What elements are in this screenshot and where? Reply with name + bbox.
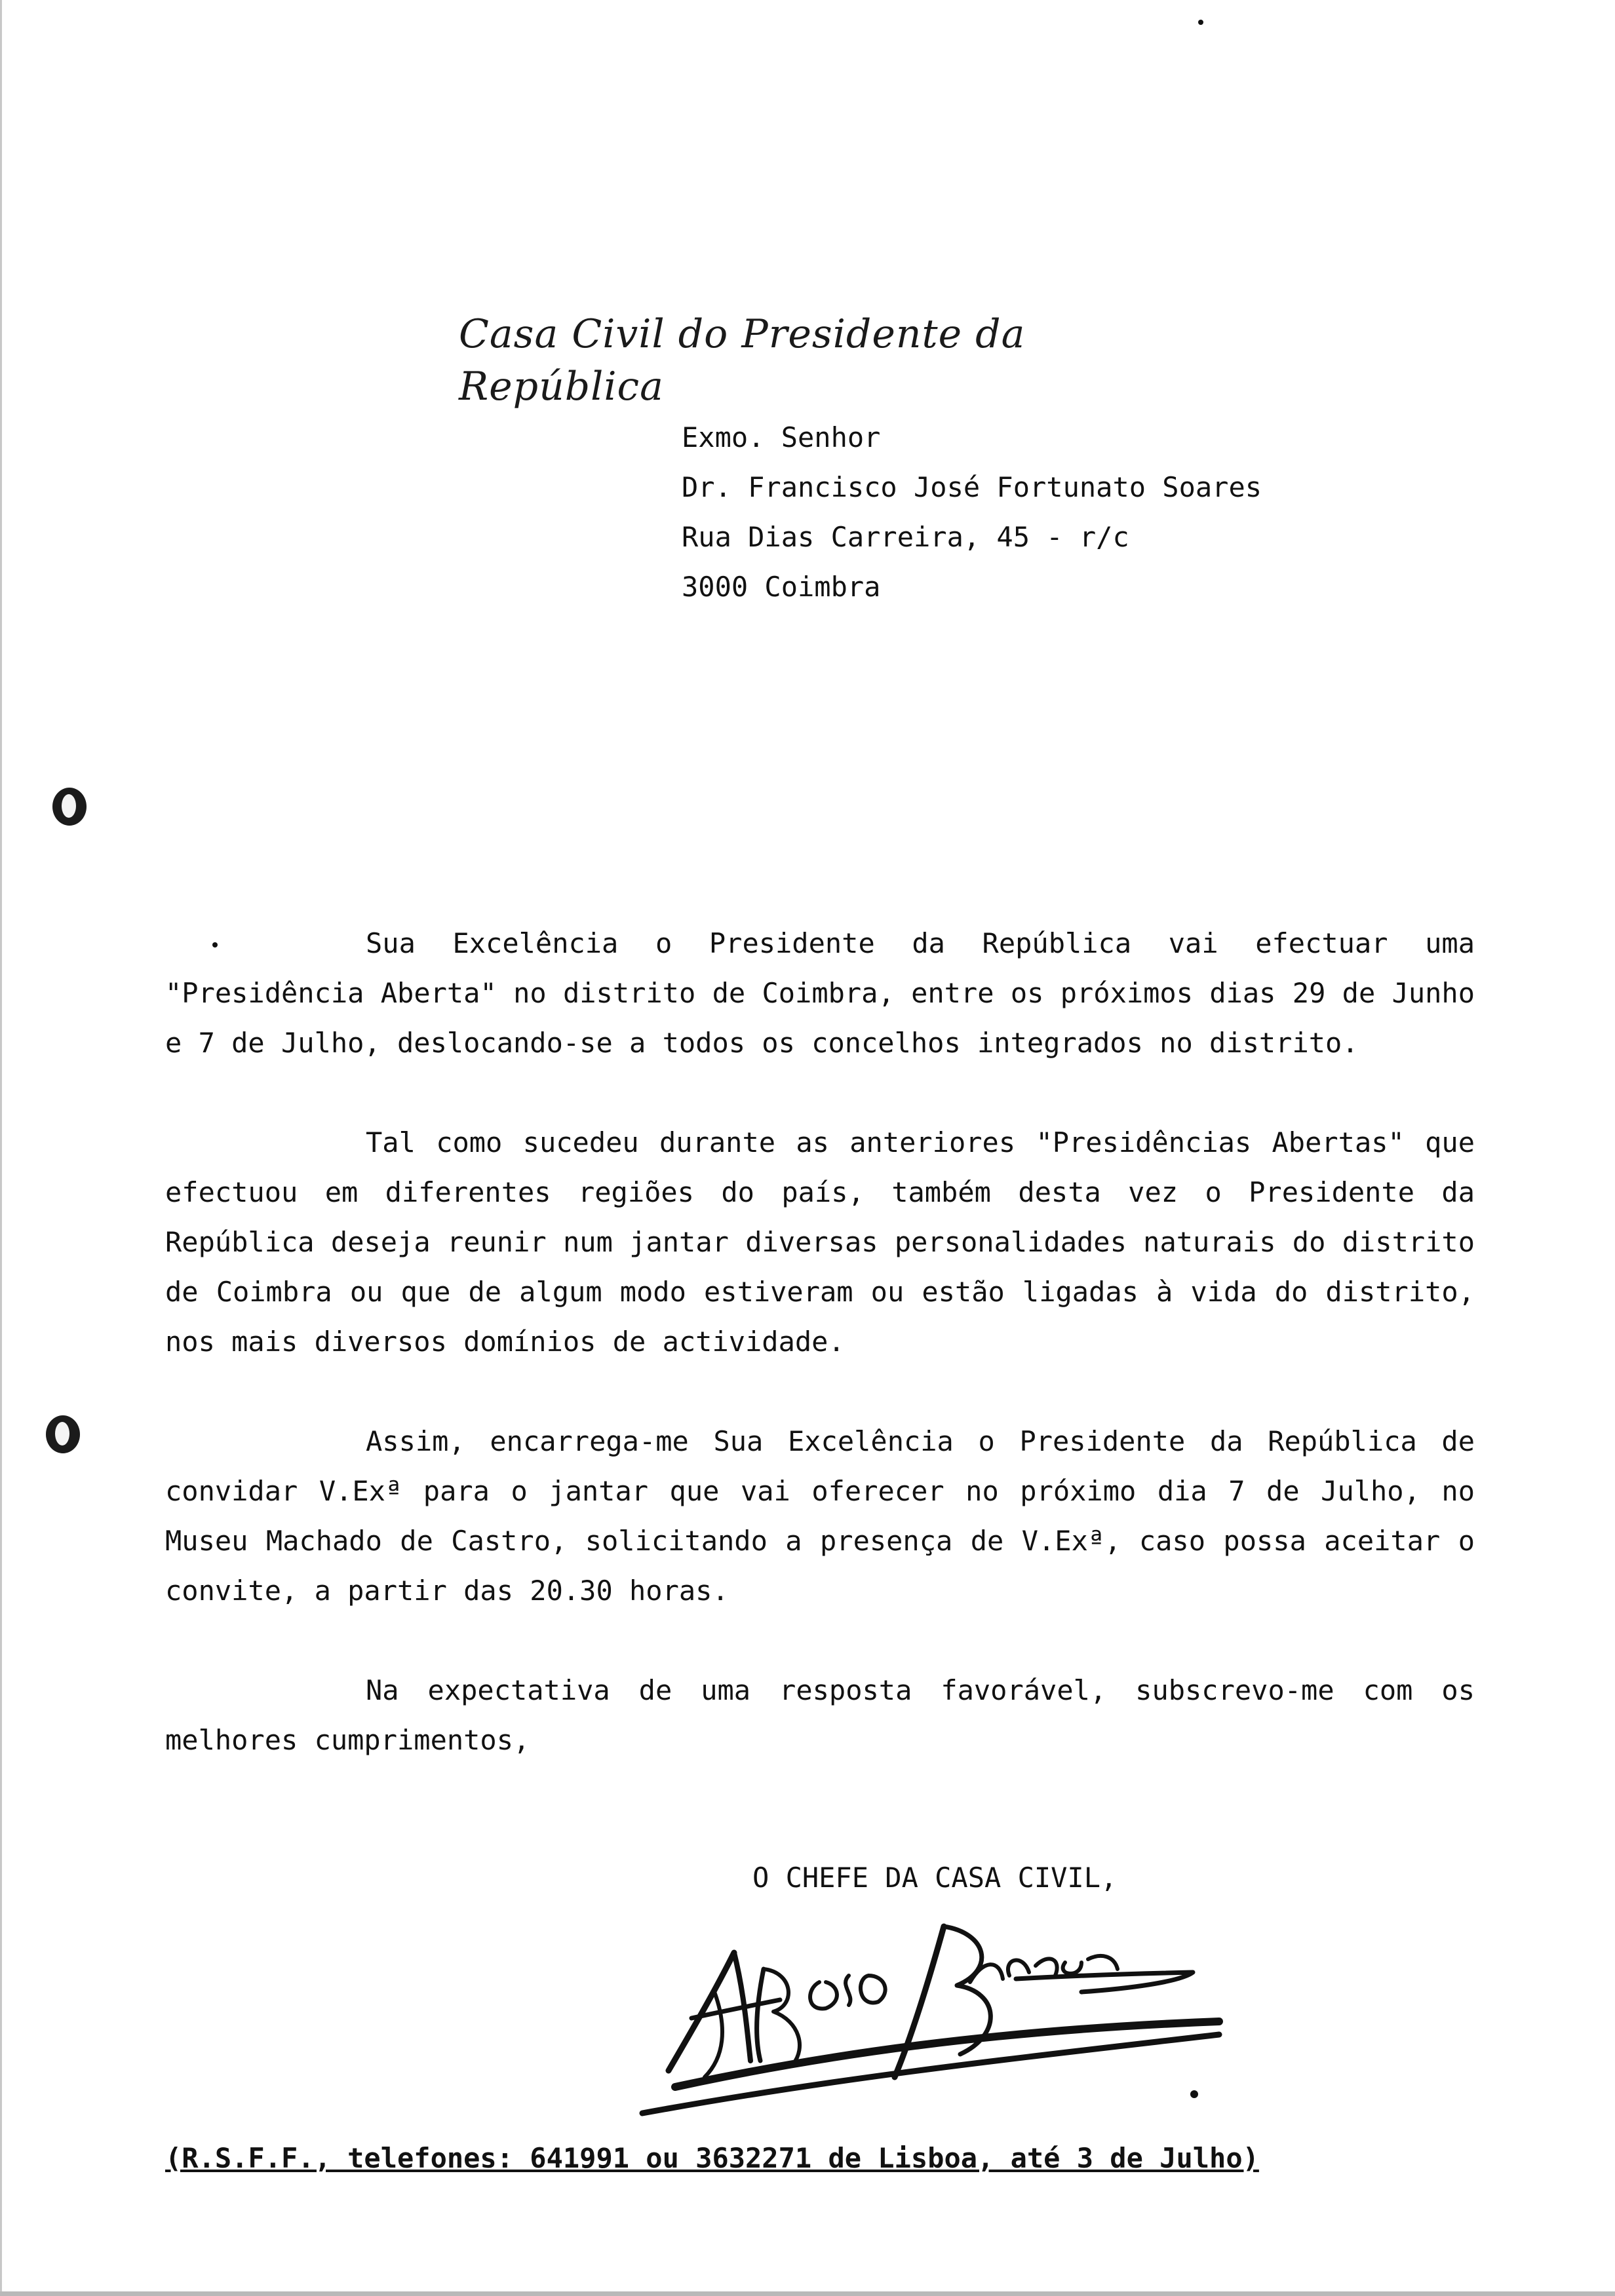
scan-speck <box>1198 20 1203 25</box>
paragraph-4: Na expectativa de uma resposta favorável, subscrevo-me com os melhores cumprimentos, <box>165 1674 1475 1756</box>
signoff-title: O CHEFE DA CASA CIVIL, <box>752 1862 1118 1894</box>
punch-hole-top <box>52 788 87 826</box>
recipient-street: Rua Dias Carreira, 45 - r/c <box>682 521 1129 553</box>
recipient-city: 3000 Coimbra <box>682 571 881 603</box>
paragraph-1: Sua Excelência o Presidente da República vai efectuar uma "Presidência Aberta" no distrito de Coimbra, entre os próximos dias 29 de Junho e 7 de Julho, deslocando-se a todos os concelhos integrados no distrito. <box>165 927 1475 1059</box>
paragraph-3: Assim, encarrega-me Sua Excelência o Presidente da República de convidar V.Exª para o jantar que vai oferecer no próximo dia 7 de Julho, no Museu Machado de Castro, solicitando a presença de V.Exª, caso possa aceitar o convite, a partir das 20.30 horas. <box>165 1425 1475 1607</box>
contact-footnote: (R.S.F.F., telefones: 641991 ou 3632271 de Lisboa, até 3 de Julho) <box>165 2142 1259 2174</box>
recipient-address <box>682 413 1468 612</box>
recipient-name: Dr. Francisco José Fortunato Soares <box>682 471 1262 503</box>
letterhead: Casa Civil do Presidente da República <box>459 311 1026 410</box>
paragraph-2: Tal como sucedeu durante as anteriores "Presidências Abertas" que efectuou em diferentes regiões do país, também desta vez o Presidente da República deseja reunir num jantar diversas personalidades naturais do distrito de Coimbra ou que de algum modo estiveram ou estão ligadas à vida do distrito, nos mais diversos domínios de actividade. <box>165 1126 1475 1358</box>
handwritten-signature <box>629 1913 1258 2123</box>
letter-body <box>165 919 1475 1815</box>
recipient-salutation: Exmo. Senhor <box>682 421 881 453</box>
punch-hole-bottom <box>46 1415 80 1453</box>
scan-edge-left <box>0 0 2 2296</box>
scan-edge-bottom <box>0 2291 1615 2296</box>
